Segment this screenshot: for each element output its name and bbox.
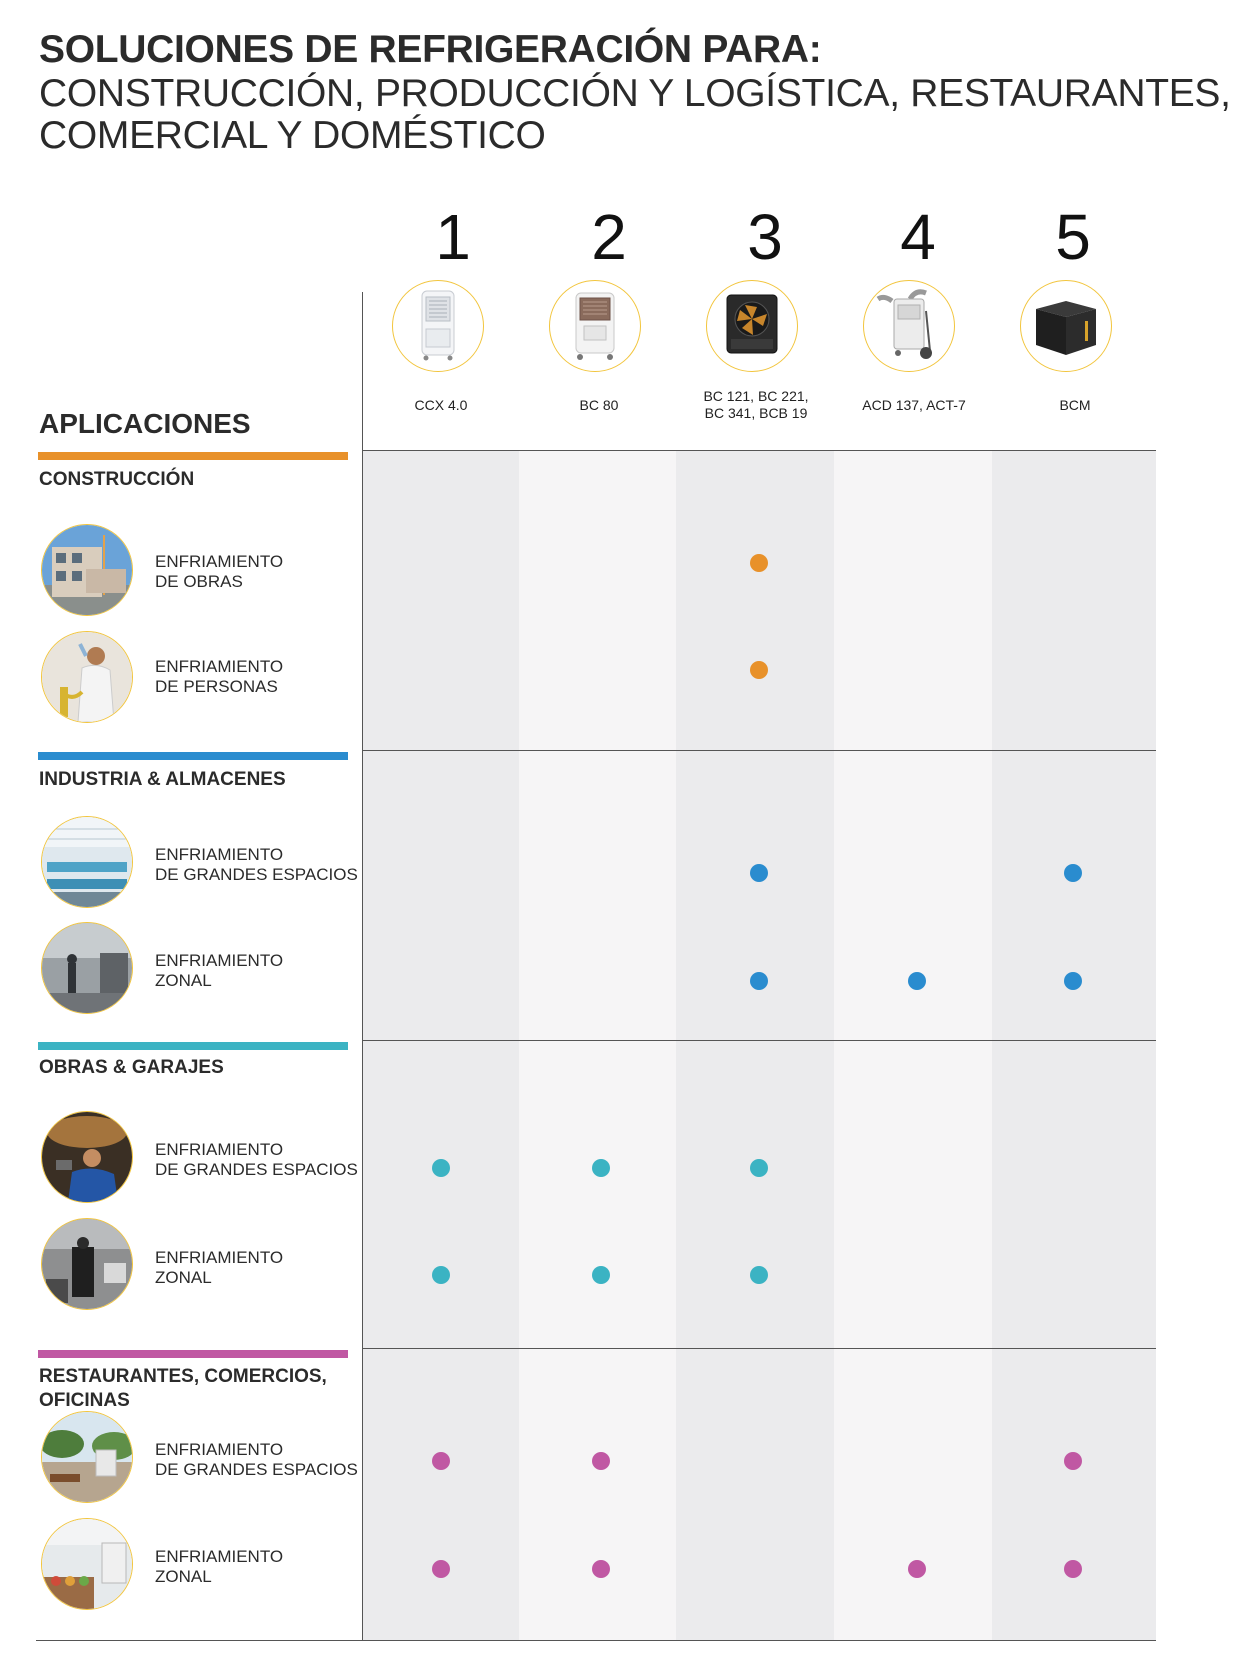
row-label-restaurantes-zonal: ENFRIAMIENTO ZONAL	[155, 1547, 284, 1586]
row-label-industria-grandes: ENFRIAMIENTO DE GRANDES ESPACIOS	[155, 845, 358, 884]
section-divider-2	[362, 750, 1156, 751]
row-label-construccion-obras: ENFRIAMIENTO DE OBRAS	[155, 552, 284, 591]
building-site-photo	[41, 524, 133, 616]
product-image-ccx	[392, 280, 484, 372]
availability-dot	[908, 1560, 926, 1578]
category-title-industria: INDUSTRIA & ALMACENES	[39, 769, 286, 790]
availability-dot	[750, 864, 768, 882]
column-bg-4	[834, 450, 992, 1640]
category-title-construccion: CONSTRUCCIÓN	[39, 469, 195, 490]
product-image-bc80	[549, 280, 641, 372]
availability-dot	[432, 1452, 450, 1470]
availability-dot	[750, 661, 768, 679]
garage-photo	[41, 1218, 133, 1310]
availability-dot	[750, 1159, 768, 1177]
row-label-industria-zonal: ENFRIAMIENTO ZONAL	[155, 951, 284, 990]
availability-dot	[432, 1266, 450, 1284]
category-bar-industria	[38, 752, 348, 760]
availability-dot	[432, 1159, 450, 1177]
availability-dot	[432, 1560, 450, 1578]
availability-dot	[750, 1266, 768, 1284]
factory-hall-photo	[41, 816, 133, 908]
row-label-obras-grandes: ENFRIAMIENTO DE GRANDES ESPACIOS	[155, 1140, 358, 1179]
page-subtitle-line-2: COMERCIAL Y DOMÉSTICO	[39, 114, 546, 157]
shop-photo	[41, 1518, 133, 1610]
category-bar-construccion	[38, 452, 348, 460]
section-divider-3	[362, 1040, 1156, 1041]
page-title: SOLUCIONES DE REFRIGERACIÓN PARA:	[39, 28, 822, 71]
availability-dot	[592, 1452, 610, 1470]
availability-dot	[1064, 864, 1082, 882]
workshop-photo	[41, 922, 133, 1014]
product-name-5: BCM	[1059, 397, 1091, 413]
availability-dot	[908, 972, 926, 990]
availability-dot	[592, 1560, 610, 1578]
availability-dot	[1064, 1560, 1082, 1578]
category-bar-restaurantes	[38, 1350, 348, 1358]
column-bg-3	[676, 450, 834, 1640]
availability-dot	[1064, 1452, 1082, 1470]
worker-drinking-photo	[41, 631, 133, 723]
product-image-acd137	[863, 280, 955, 372]
terrace-photo	[41, 1411, 133, 1503]
product-name-2: BC 80	[579, 397, 619, 413]
row-label-restaurantes-grandes: ENFRIAMIENTO DE GRANDES ESPACIOS	[155, 1440, 358, 1479]
category-title-restaurantes: RESTAURANTES, COMERCIOS, OFICINAS	[39, 1366, 327, 1411]
product-number-4: 4	[900, 201, 936, 273]
product-name-1: CCX 4.0	[414, 397, 468, 413]
product-name-4: ACD 137, ACT-7	[862, 397, 966, 413]
product-image-bcm	[1020, 280, 1112, 372]
product-number-1: 1	[435, 201, 471, 273]
availability-dot	[592, 1159, 610, 1177]
availability-dot	[750, 972, 768, 990]
category-bar-obras	[38, 1042, 348, 1050]
product-number-3: 3	[747, 201, 783, 273]
category-title-obras: OBRAS & GARAJES	[39, 1057, 224, 1078]
availability-dot	[1064, 972, 1082, 990]
section-divider-1	[362, 450, 1156, 451]
section-divider-4	[362, 1348, 1156, 1349]
row-label-obras-zonal: ENFRIAMIENTO ZONAL	[155, 1248, 284, 1287]
product-number-5: 5	[1055, 201, 1091, 273]
product-image-bc121	[706, 280, 798, 372]
availability-dot	[750, 554, 768, 572]
applications-heading: APLICACIONES	[39, 408, 251, 439]
bottom-divider	[36, 1640, 1156, 1641]
product-name-3: BC 121, BC 221, BC 341, BCB 19	[703, 388, 809, 421]
page-subtitle-line-1: CONSTRUCCIÓN, PRODUCCIÓN Y LOGÍSTICA, RESTAURANTES,	[39, 72, 1231, 115]
availability-dot	[592, 1266, 610, 1284]
mechanic-photo	[41, 1111, 133, 1203]
column-divider	[362, 292, 363, 1640]
row-label-construccion-personas: ENFRIAMIENTO DE PERSONAS	[155, 657, 284, 696]
product-number-2: 2	[591, 201, 627, 273]
